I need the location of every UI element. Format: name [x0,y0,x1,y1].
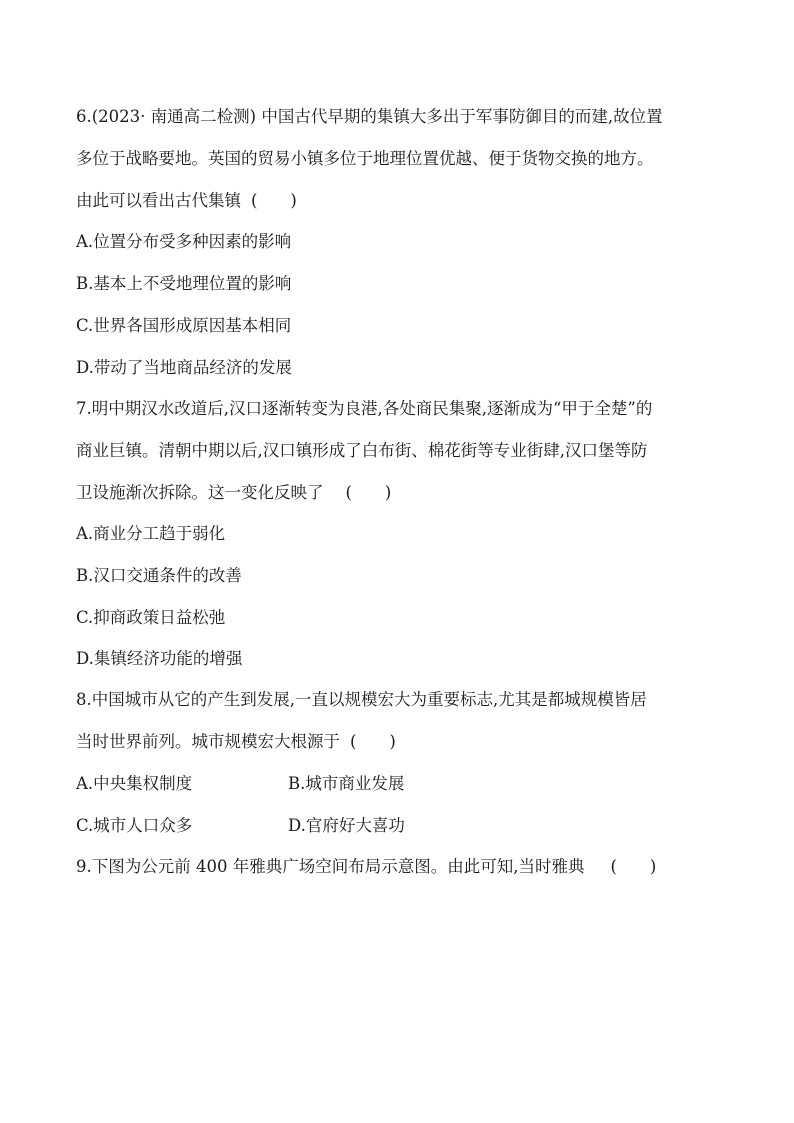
q8-line-2 [76,731,396,753]
q8-option-a: A.中央集权制度 [76,774,193,793]
q7-line-2: 商业巨镇。清朝中期以后,汉口镇形成了白布街、棉花街等专业街肆,汉口堡等防 [76,441,648,460]
q7-stem-end: 卫设施渐次拆除。这一变化反映了 [76,483,324,502]
q7-option-d: D.集镇经济功能的增强 [76,649,243,668]
q6-option-b: B.基本上不受地理位置的影响 [76,274,292,293]
q6-option-a: A.位置分布受多种因素的影响 [76,232,292,251]
q9-answer-bracket: ( ) [610,857,657,876]
q6-stem-end: 由此可以看出古代集镇 [76,191,241,210]
q7-answer-bracket: ( ) [345,483,392,502]
q8-stem-end: 当时世界前列。城市规模宏大根源于 [76,732,340,751]
q7-line-1: 7.明中期汉水改道后,汉口逐渐转变为良港,各处商民集聚,逐渐成为“甲于全楚”的 [76,399,653,418]
q6-answer-bracket: ( ) [251,191,297,210]
q7-option-b: B.汉口交通条件的改善 [76,566,242,585]
q8-answer-bracket: ( ) [350,732,396,751]
q7-line-3 [76,482,391,504]
q6-line-2: 多位于战略要地。英国的贸易小镇多位于地理位置优越、便于货物交换的地方。 [76,149,654,168]
q6-option-c: C.世界各国形成原因基本相同 [76,316,292,335]
q8-options-row-2 [76,815,405,837]
q7-option-c: C.抑商政策日益松弛 [76,608,226,627]
q8-option-b: B.城市商业发展 [288,774,405,793]
q6-line-1: 6.(2023· 南通高二检测) 中国古代早期的集镇大多出于军事防御目的而建,故位置 [76,107,663,126]
q9-stem: 9.下图为公元前 400 年雅典广场空间布局示意图。由此可知,当时雅典 [76,857,585,876]
q6-line-3 [76,190,297,212]
q6-option-d: D.带动了当地商品经济的发展 [76,358,292,377]
q7-option-a: A.商业分工趋于弱化 [76,524,226,543]
q9-line-1 [76,856,656,878]
q8-options-row-1 [76,773,405,795]
q8-line-1: 8.中国城市从它的产生到发展,一直以规模宏大为重要标志,尤其是都城规模皆居 [76,690,647,709]
q8-option-c: C.城市人口众多 [76,816,193,835]
q8-option-d: D.官府好大喜功 [288,816,405,835]
